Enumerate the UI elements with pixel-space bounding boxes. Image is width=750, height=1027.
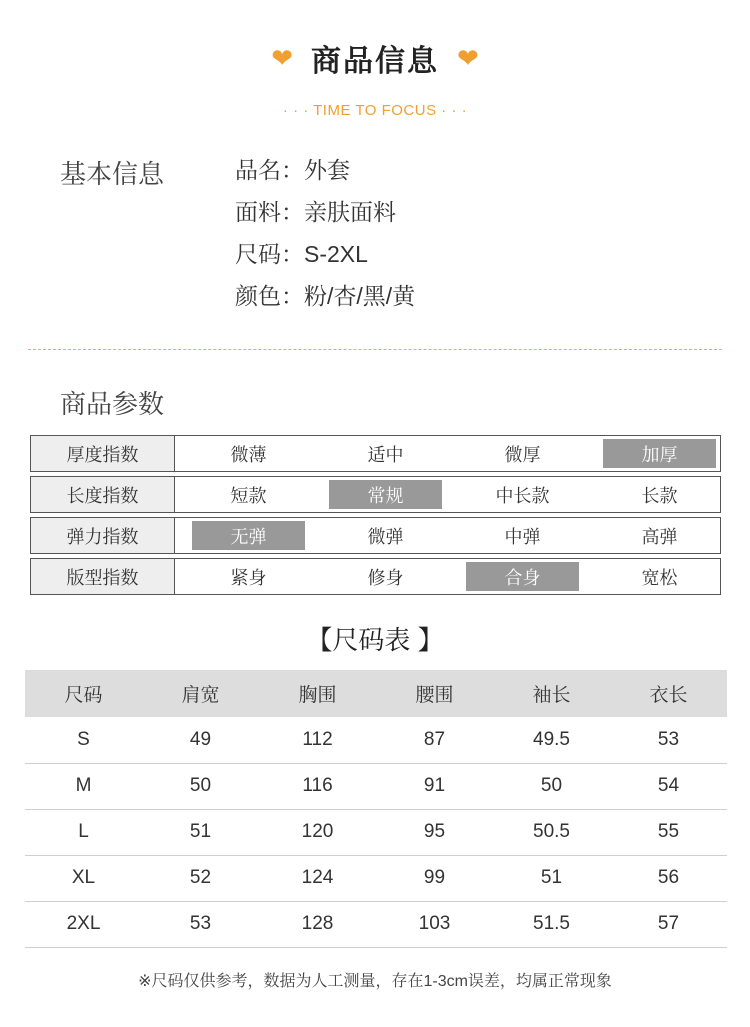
table-cell: 87 bbox=[376, 717, 493, 763]
table-row bbox=[25, 809, 727, 855]
page-subtitle: · · · TIME TO FOCUS · · · bbox=[282, 102, 468, 119]
param-option: 高弹 bbox=[641, 526, 678, 547]
basic-info-line: 品名：外套 bbox=[235, 157, 350, 183]
table-cell: 103 bbox=[376, 901, 493, 947]
table-cell: 49.5 bbox=[493, 717, 610, 763]
param-option: 合身 bbox=[466, 562, 579, 591]
table-cell: 91 bbox=[376, 763, 493, 809]
heart-icon: ❤ bbox=[457, 43, 479, 73]
param-option: 宽松 bbox=[641, 567, 678, 588]
table-row bbox=[25, 855, 727, 901]
param-option: 中长款 bbox=[495, 485, 550, 506]
basic-info-line: 颜色：粉/杏/黑/黄 bbox=[235, 283, 416, 309]
header bbox=[0, 36, 750, 119]
table-row bbox=[25, 717, 727, 763]
table-row bbox=[25, 763, 727, 809]
param-label: 厚度指数 bbox=[31, 436, 175, 471]
table-cell: 56 bbox=[610, 855, 727, 901]
table-cell: 50 bbox=[493, 763, 610, 809]
size-chart-table bbox=[25, 670, 727, 948]
param-option: 短款 bbox=[230, 485, 267, 506]
table-cell: 53 bbox=[610, 717, 727, 763]
param-option: 中弹 bbox=[504, 526, 541, 547]
table-cell: 50.5 bbox=[493, 809, 610, 855]
param-option: 无弹 bbox=[192, 521, 305, 550]
size-chart-header: 胸围 bbox=[259, 670, 376, 717]
table-cell: 51 bbox=[142, 809, 259, 855]
size-chart-header: 袖长 bbox=[493, 670, 610, 717]
param-row-fit bbox=[30, 558, 721, 595]
table-row bbox=[25, 901, 727, 947]
param-option: 微厚 bbox=[504, 444, 541, 465]
param-options bbox=[175, 436, 720, 471]
table-cell: 52 bbox=[142, 855, 259, 901]
table-cell: 99 bbox=[376, 855, 493, 901]
table-cell: 128 bbox=[259, 901, 376, 947]
param-row-thickness bbox=[30, 435, 721, 472]
size-chart-header: 肩宽 bbox=[142, 670, 259, 717]
title-row bbox=[0, 36, 750, 80]
table-cell: 54 bbox=[610, 763, 727, 809]
table-cell: 112 bbox=[259, 717, 376, 763]
table-cell: 2XL bbox=[25, 901, 142, 947]
size-chart-note: ※尺码仅供参考，数据为人工测量，存在1-3cm误差，均属正常现象 bbox=[138, 973, 612, 990]
params-table bbox=[30, 435, 721, 599]
param-option: 长款 bbox=[641, 485, 678, 506]
size-chart-title: 【尺码表 】 bbox=[306, 625, 444, 655]
heart-icon: ❤ bbox=[271, 43, 293, 73]
size-chart-header: 腰围 bbox=[376, 670, 493, 717]
param-row-elasticity bbox=[30, 517, 721, 554]
param-option: 常规 bbox=[329, 480, 442, 509]
table-cell: 116 bbox=[259, 763, 376, 809]
param-label: 版型指数 bbox=[31, 559, 175, 594]
table-cell: 120 bbox=[259, 809, 376, 855]
param-options bbox=[175, 518, 720, 553]
basic-info-line: 尺码：S-2XL bbox=[235, 241, 368, 267]
basic-info-list bbox=[235, 154, 415, 322]
table-cell: 51 bbox=[493, 855, 610, 901]
size-chart-header: 衣长 bbox=[610, 670, 727, 717]
table-cell: 50 bbox=[142, 763, 259, 809]
params-heading: 商品参数 bbox=[60, 389, 165, 419]
page-title: 商品信息 bbox=[311, 45, 439, 78]
param-label: 弹力指数 bbox=[31, 518, 175, 553]
table-cell: M bbox=[25, 763, 142, 809]
table-cell: L bbox=[25, 809, 142, 855]
basic-info-heading: 基本信息 bbox=[60, 159, 165, 189]
basic-info-line: 面料：亲肤面料 bbox=[235, 199, 396, 225]
param-row-length bbox=[30, 476, 721, 513]
table-cell: 124 bbox=[259, 855, 376, 901]
size-chart-header: 尺码 bbox=[25, 670, 142, 717]
param-option: 紧身 bbox=[230, 567, 267, 588]
param-option: 适中 bbox=[367, 444, 404, 465]
param-option: 修身 bbox=[367, 567, 404, 588]
table-cell: 49 bbox=[142, 717, 259, 763]
dashed-divider bbox=[28, 349, 722, 350]
size-chart-header-row bbox=[25, 670, 727, 717]
table-cell: XL bbox=[25, 855, 142, 901]
table-cell: 95 bbox=[376, 809, 493, 855]
table-cell: 57 bbox=[610, 901, 727, 947]
param-options bbox=[175, 477, 720, 512]
table-cell: 51.5 bbox=[493, 901, 610, 947]
param-option: 微薄 bbox=[230, 444, 267, 465]
param-options bbox=[175, 559, 720, 594]
param-option: 加厚 bbox=[603, 439, 716, 468]
table-cell: 55 bbox=[610, 809, 727, 855]
param-option: 微弹 bbox=[367, 526, 404, 547]
table-cell: S bbox=[25, 717, 142, 763]
table-cell: 53 bbox=[142, 901, 259, 947]
param-label: 长度指数 bbox=[31, 477, 175, 512]
